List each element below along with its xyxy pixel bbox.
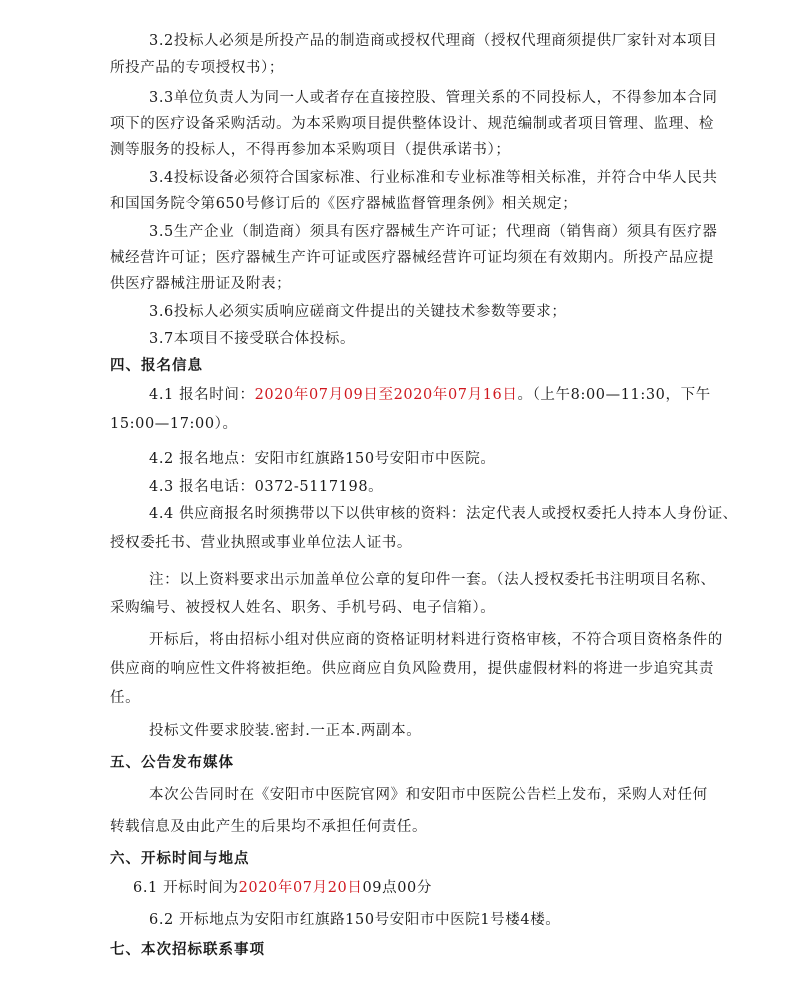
review-line-3: 任。 [110, 690, 141, 706]
registration-docs-line-2: 授权委托书、营业执照或事业单位法人证书。 [110, 535, 412, 551]
registration-place: 4.2 报名地点：安阳市红旗路150号安阳市中医院。 [149, 451, 496, 467]
clause-3-7: 3.7本项目不接受联合体投标。 [149, 331, 356, 347]
registration-time [149, 385, 711, 405]
registration-time-value: 2020年07月09日至2020年07月16日 [254, 387, 518, 403]
registration-time-line-2: 15:00—17:00）。 [110, 416, 238, 432]
opening-time-rest: 09点00分 [362, 880, 432, 896]
section-7-heading: 七、本次招标联系事项 [110, 942, 265, 958]
binding-requirement: 投标文件要求胶装.密封.一正本.两副本。 [149, 723, 422, 739]
clause-3-2-line-2: 所投产品的专项授权书）； [110, 60, 284, 76]
media-line-1: 本次公告同时在《安阳市中医院官网》和安阳市中医院公告栏上发布，采购人对任何 [149, 787, 708, 803]
opening-time [133, 878, 432, 898]
clause-3-6: 3.6投标人必须实质响应磋商文件提出的关键技术参数等要求； [149, 304, 567, 320]
review-line-1: 开标后，将由招标小组对供应商的资格证明材料进行资格审核，不符合项目资格条件的 [149, 632, 723, 648]
clause-3-3-line-1: 3.3单位负责人为同一人或者存在直接控股、管理关系的不同投标人，不得参加本合同 [149, 90, 718, 106]
clause-3-5-line-2: 械经营许可证；医疗器械生产许可证或医疗器械经营许可证均须在有效期内。所投产品应提 [110, 250, 714, 266]
registration-docs-line-1: 4.4 供应商报名时须携带以下以供审核的资料：法定代表人或授权委托人持本人身份证、 [149, 506, 738, 522]
section-5-heading: 五、公告发布媒体 [110, 755, 234, 771]
opening-time-date: 2020年07月20日 [238, 880, 363, 896]
section-6-heading: 六、开标时间与地点 [110, 851, 250, 867]
clause-3-2-line-1: 3.2投标人必须是所投产品的制造商或授权代理商（授权代理商须提供厂家针对本项目 [149, 33, 718, 49]
registration-time-label: 4.1 报名时间： [149, 387, 255, 403]
opening-place: 6.2 开标地点为安阳市红旗路150号安阳市中医院1号楼4楼。 [149, 912, 561, 928]
section-4-heading: 四、报名信息 [110, 358, 203, 374]
clause-3-3-line-2: 项下的医疗设备采购活动。为本采购项目提供整体设计、规范编制或者项目管理、监理、检 [110, 116, 714, 132]
clause-3-4-line-1: 3.4投标设备必须符合国家标准、行业标准和专业标准等相关标准，并符合中华人民共 [149, 170, 718, 186]
clause-3-5-line-3: 供医疗器械注册证及附表； [110, 276, 292, 292]
note-line-2: 采购编号、被授权人姓名、职务、手机号码、电子信箱）。 [110, 600, 496, 616]
clause-3-4-line-2: 和国国务院令第650号修订后的《医疗器械监督管理条例》相关规定； [110, 196, 578, 212]
clause-3-5-line-1: 3.5生产企业（制造商）须具有医疗器械生产许可证；代理商（销售商）须具有医疗器 [149, 224, 718, 240]
registration-time-rest: 。（上午8:00—11:30，下午 [517, 387, 711, 403]
media-line-2: 转载信息及由此产生的后果均不承担任何责任。 [110, 819, 428, 835]
note-line-1: 注：以上资料要求出示加盖单位公章的复印件一套。（法人授权委托书注明项目名称、 [149, 572, 716, 588]
review-line-2: 供应商的响应性文件将被拒绝。供应商应自负风险费用，提供虚假材料的将进一步追究其责 [110, 661, 714, 677]
registration-phone: 4.3 报名电话：0372-5117198。 [149, 479, 384, 495]
clause-3-3-line-3: 测等服务的投标人，不得再参加本采购项目（提供承诺书）； [110, 142, 511, 158]
opening-time-label: 6.1 开标时间为 [133, 880, 239, 896]
